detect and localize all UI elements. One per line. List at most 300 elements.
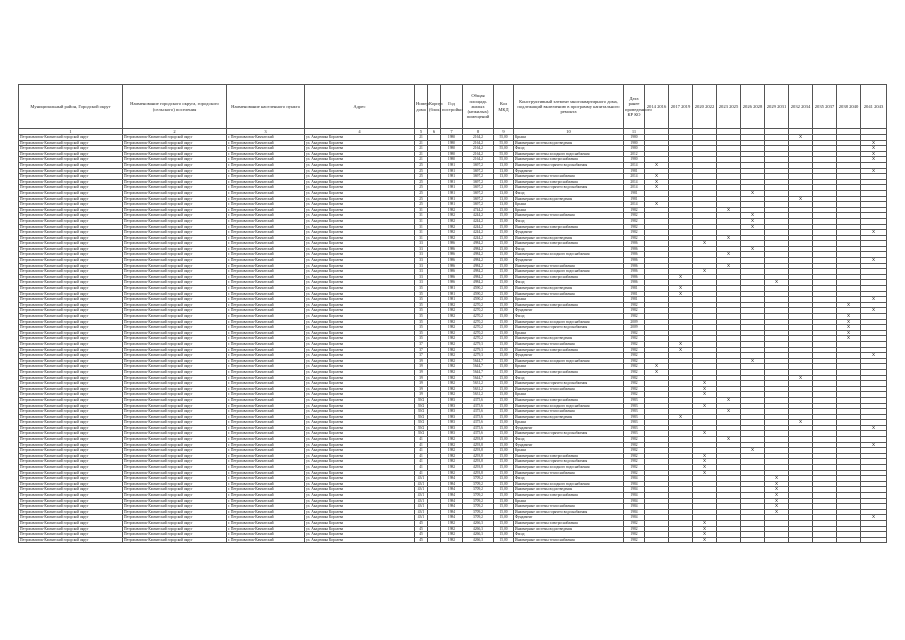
district-cell: Петропавловск-Камчатский городской округ [19, 470, 123, 476]
element-cell: Инженерные системы холодного водоснабжения [514, 269, 624, 275]
area-cell: 4984,2 [463, 258, 494, 264]
locality-cell: г. Петропавловск-Камчатский [227, 515, 305, 521]
element-cell: Инженерные системы горячего водоснабжения [514, 459, 624, 465]
area-cell: 3709,2 [463, 487, 494, 493]
settlement-cell: Петропавловск-Камчатский городской округ [123, 330, 227, 336]
settlement-cell: Петропавловск-Камчатский городской округ [123, 325, 227, 331]
house-number-cell: 31 [415, 207, 428, 213]
period-cell: X [717, 397, 741, 403]
column-header: Корпус (блок) [428, 85, 441, 129]
area-cell: 2164,2 [463, 135, 494, 141]
house-number-cell: 39 [415, 364, 428, 370]
repair-date-cell: 1980 [624, 135, 645, 141]
period-cell: X [789, 135, 813, 141]
period-cell: X [789, 196, 813, 202]
column-header: 2035 2037 [813, 85, 837, 129]
settlement-cell: Петропавловск-Камчатский городской округ [123, 353, 227, 359]
element-cell: Инженерные системы горячего водоснабжения [514, 185, 624, 191]
locality-cell: г. Петропавловск-Камчатский [227, 252, 305, 258]
house-number-cell: 43/1 [415, 504, 428, 510]
element-cell: Крыша [514, 364, 624, 370]
count-cell: 13,00 [494, 185, 514, 191]
settlement-cell: Петропавловск-Камчатский городской округ [123, 336, 227, 342]
address-cell: ул. Академика Королева [305, 409, 415, 415]
locality-cell: г. Петропавловск-Камчатский [227, 258, 305, 264]
area-cell: 3709,2 [463, 504, 494, 510]
house-number-cell: 31 [415, 224, 428, 230]
address-cell: ул. Академика Королева [305, 168, 415, 174]
period-cell: X [669, 286, 693, 292]
count-cell: 15,00 [494, 532, 514, 538]
element-cell: Фасад [514, 280, 624, 286]
address-cell: ул. Академика Королева [305, 308, 415, 314]
area-cell: 3709,2 [463, 498, 494, 504]
count-cell: 15,00 [494, 465, 514, 471]
locality-cell: г. Петропавловск-Камчатский [227, 509, 305, 515]
district-cell: Петропавловск-Камчатский городской округ [19, 537, 123, 543]
year-cell: 1984 [441, 509, 463, 515]
count-cell: 55,00 [494, 151, 514, 157]
area-cell: 4266,3 [463, 537, 494, 543]
period-cell: X [645, 162, 669, 168]
house-number-cell: 39/2 [415, 397, 428, 403]
settlement-cell: Петропавловск-Камчатский городской округ [123, 140, 227, 146]
period-cell: X [645, 179, 669, 185]
period-cell: X [861, 308, 887, 314]
period-cell: X [741, 224, 765, 230]
count-cell: 15,00 [494, 420, 514, 426]
locality-cell: г. Петропавловск-Камчатский [227, 319, 305, 325]
count-cell: 15,00 [494, 218, 514, 224]
repair-date-cell: 1983 [624, 420, 645, 426]
address-cell: ул. Академика Королева [305, 207, 415, 213]
area-cell: 2164,2 [463, 146, 494, 152]
locality-cell: г. Петропавловск-Камчатский [227, 162, 305, 168]
period-cell: X [861, 442, 887, 448]
settlement-cell: Петропавловск-Камчатский городской округ [123, 179, 227, 185]
period-cell: X [765, 280, 789, 286]
period-cell: X [861, 353, 887, 359]
settlement-cell: Петропавловск-Камчатский городской округ [123, 453, 227, 459]
settlement-cell: Петропавловск-Камчатский городской округ [123, 476, 227, 482]
count-cell: 15,00 [494, 459, 514, 465]
element-cell: Инженерные системы холодного водоснабжения [514, 151, 624, 157]
house-number-cell: 43/1 [415, 487, 428, 493]
address-cell: ул. Академика Королева [305, 476, 415, 482]
district-cell: Петропавловск-Камчатский городской округ [19, 269, 123, 275]
repair-date-cell: 1982 [624, 437, 645, 443]
address-cell: ул. Академика Королева [305, 314, 415, 320]
locality-cell: г. Петропавловск-Камчатский [227, 263, 305, 269]
district-cell: Петропавловск-Камчатский городской округ [19, 386, 123, 392]
repair-date-cell: 1982 [624, 358, 645, 364]
repair-date-cell: 1982 [624, 442, 645, 448]
count-cell: 15,00 [494, 347, 514, 353]
district-cell: Петропавловск-Камчатский городской округ [19, 319, 123, 325]
element-cell: Фасад [514, 437, 624, 443]
area-cell: 3697,2 [463, 162, 494, 168]
block-cell [428, 537, 441, 543]
house-number-cell: 33 [415, 280, 428, 286]
settlement-cell: Петропавловск-Камчатский городской округ [123, 509, 227, 515]
count-cell: 15,00 [494, 341, 514, 347]
period-cell: X [717, 263, 741, 269]
count-cell: 15,00 [494, 308, 514, 314]
district-cell: Петропавловск-Камчатский городской округ [19, 448, 123, 454]
house-number-cell: 25 [415, 179, 428, 185]
area-cell: 5644,7 [463, 358, 494, 364]
area-cell: 5631,2 [463, 381, 494, 387]
settlement-cell: Петропавловск-Камчатский городской округ [123, 369, 227, 375]
address-cell: ул. Академика Королева [305, 537, 415, 543]
district-cell: Петропавловск-Камчатский городской округ [19, 493, 123, 499]
repair-date-cell: 1986 [624, 258, 645, 264]
settlement-cell: Петропавловск-Камчатский городской округ [123, 297, 227, 303]
element-cell: Фундамент [514, 258, 624, 264]
settlement-cell: Петропавловск-Камчатский городской округ [123, 224, 227, 230]
address-cell: ул. Академика Королева [305, 353, 415, 359]
repair-date-cell: 1982 [624, 532, 645, 538]
period-cell: X [645, 202, 669, 208]
year-cell: 1982 [441, 537, 463, 543]
repair-date-cell: 1986 [624, 241, 645, 247]
year-cell: 1982 [441, 224, 463, 230]
element-cell: Инженерные системы горячего водоснабжения [514, 162, 624, 168]
element-cell: Фундамент [514, 168, 624, 174]
district-cell: Петропавловск-Камчатский городской округ [19, 498, 123, 504]
settlement-cell: Петропавловск-Камчатский городской округ [123, 314, 227, 320]
district-cell: Петропавловск-Камчатский городской округ [19, 397, 123, 403]
year-cell: 1982 [441, 336, 463, 342]
district-cell: Петропавловск-Камчатский городской округ [19, 190, 123, 196]
district-cell: Петропавловск-Камчатский городской округ [19, 151, 123, 157]
period-cell [861, 537, 887, 543]
count-cell: 15,00 [494, 336, 514, 342]
year-cell: 1986 [441, 252, 463, 258]
year-cell: 1982 [441, 442, 463, 448]
district-cell: Петропавловск-Камчатский городской округ [19, 174, 123, 180]
district-cell: Петропавловск-Камчатский городской округ [19, 409, 123, 415]
locality-cell: г. Петропавловск-Камчатский [227, 353, 305, 359]
district-cell: Петропавловск-Камчатский городской округ [19, 207, 123, 213]
house-number-cell: 21 [415, 151, 428, 157]
element-cell: Фасад [514, 190, 624, 196]
settlement-cell: Петропавловск-Камчатский городской округ [123, 425, 227, 431]
address-cell: ул. Академика Королева [305, 230, 415, 236]
address-cell: ул. Академика Королева [305, 319, 415, 325]
locality-cell: г. Петропавловск-Камчатский [227, 157, 305, 163]
area-cell: 4270,2 [463, 308, 494, 314]
period-cell: X [717, 235, 741, 241]
period-cell: X [765, 504, 789, 510]
district-cell: Петропавловск-Камчатский городской округ [19, 224, 123, 230]
count-cell: 15,00 [494, 375, 514, 381]
house-number-cell: 35 [415, 308, 428, 314]
address-cell: ул. Академика Королева [305, 437, 415, 443]
count-cell: 13,00 [494, 168, 514, 174]
address-cell: ул. Академика Королева [305, 470, 415, 476]
repair-date-cell: 2012 [624, 151, 645, 157]
address-cell: ул. Академика Королева [305, 369, 415, 375]
area-cell: 3697,2 [463, 168, 494, 174]
settlement-cell: Петропавловск-Камчатский городской округ [123, 246, 227, 252]
period-cell: X [669, 347, 693, 353]
count-cell: 13,00 [494, 190, 514, 196]
settlement-cell: Петропавловск-Камчатский городской округ [123, 207, 227, 213]
district-cell: Петропавловск-Камчатский городской округ [19, 330, 123, 336]
area-cell: 5631,2 [463, 386, 494, 392]
element-cell: Инженерные системы водоотведения [514, 526, 624, 532]
area-cell: 4244,2 [463, 235, 494, 241]
settlement-cell: Петропавловск-Камчатский городской округ [123, 493, 227, 499]
repair-date-cell: 1986 [624, 280, 645, 286]
area-cell: 4590,2 [463, 291, 494, 297]
locality-cell: г. Петропавловск-Камчатский [227, 386, 305, 392]
house-number-cell: 25 [415, 174, 428, 180]
district-cell: Петропавловск-Камчатский городской округ [19, 213, 123, 219]
period-cell: X [693, 470, 717, 476]
house-number-cell: 39/2 [415, 420, 428, 426]
locality-cell: г. Петропавловск-Камчатский [227, 291, 305, 297]
element-cell: Инженерные системы теплоснабжения [514, 263, 624, 269]
table-row [19, 537, 887, 543]
address-cell: ул. Академика Королева [305, 185, 415, 191]
repair-date-cell: 1986 [624, 263, 645, 269]
house-number-cell: 37 [415, 353, 428, 359]
settlement-cell: Петропавловск-Камчатский городской округ [123, 174, 227, 180]
count-cell: 13,00 [494, 202, 514, 208]
district-cell: Петропавловск-Камчатский городской округ [19, 302, 123, 308]
settlement-cell: Петропавловск-Камчатский городской округ [123, 308, 227, 314]
period-cell [669, 537, 693, 543]
locality-cell: г. Петропавловск-Камчатский [227, 442, 305, 448]
house-number-cell: 25 [415, 196, 428, 202]
repair-date-cell: 1982 [624, 465, 645, 471]
period-cell: X [861, 157, 887, 163]
district-cell: Петропавловск-Камчатский городской округ [19, 403, 123, 409]
period-cell: X [861, 230, 887, 236]
element-cell: Инженерные системы холодного водоснабжения [514, 319, 624, 325]
repair-date-cell: 1984 [624, 498, 645, 504]
locality-cell: г. Петропавловск-Камчатский [227, 235, 305, 241]
area-cell: 2164,2 [463, 157, 494, 163]
settlement-cell: Петропавловск-Камчатский городской округ [123, 235, 227, 241]
count-cell: 15,00 [494, 431, 514, 437]
period-cell [813, 537, 837, 543]
locality-cell: г. Петропавловск-Камчатский [227, 498, 305, 504]
column-header: Номер дома [415, 85, 428, 129]
count-cell: 15,00 [494, 325, 514, 331]
element-cell: Крыша [514, 202, 624, 208]
element-cell: Фундамент [514, 442, 624, 448]
year-cell: 1982 [441, 392, 463, 398]
period-cell: X [741, 448, 765, 454]
count-cell: 15,00 [494, 453, 514, 459]
area-cell: 4270,2 [463, 336, 494, 342]
address-cell: ул. Академика Королева [305, 504, 415, 510]
year-cell: 1983 [441, 420, 463, 426]
table-header-row [19, 85, 887, 129]
count-cell: 15,00 [494, 526, 514, 532]
period-cell: X [861, 258, 887, 264]
repair-date-cell: 1986 [624, 274, 645, 280]
locality-cell: г. Петропавловск-Камчатский [227, 470, 305, 476]
year-cell: 1982 [441, 341, 463, 347]
count-cell: 15,00 [494, 235, 514, 241]
period-cell: X [837, 319, 861, 325]
period-cell [717, 537, 741, 543]
address-cell: ул. Академика Королева [305, 291, 415, 297]
locality-cell: г. Петропавловск-Камчатский [227, 280, 305, 286]
repair-date-cell: 1982 [624, 314, 645, 320]
address-cell: ул. Академика Королева [305, 397, 415, 403]
period-cell: X [669, 414, 693, 420]
area-cell: 2164,2 [463, 151, 494, 157]
repair-date-cell: 1982 [624, 526, 645, 532]
house-number-cell: 43/1 [415, 493, 428, 499]
element-cell: Инженерные системы теплоснабжения [514, 386, 624, 392]
column-number: 11 [624, 129, 645, 135]
settlement-cell: Петропавловск-Камчатский городской округ [123, 409, 227, 415]
count-cell: 15,00 [494, 448, 514, 454]
settlement-cell: Петропавловск-Камчатский городской округ [123, 465, 227, 471]
repair-date-cell: 1982 [624, 364, 645, 370]
settlement-cell: Петропавловск-Камчатский городской округ [123, 459, 227, 465]
address-cell: ул. Академика Королева [305, 151, 415, 157]
repair-date-cell: 1982 [624, 537, 645, 543]
settlement-cell: Петропавловск-Камчатский городской округ [123, 291, 227, 297]
repair-date-cell: 1982 [624, 308, 645, 314]
house-number-cell: 35 [415, 286, 428, 292]
element-cell: Инженерные системы водоотведения [514, 235, 624, 241]
repair-date-cell: 1982 [624, 302, 645, 308]
year-cell: 1981 [441, 162, 463, 168]
year-cell: 1982 [441, 213, 463, 219]
settlement-cell: Петропавловск-Камчатский городской округ [123, 202, 227, 208]
period-cell: X [861, 140, 887, 146]
year-cell: 1980 [441, 146, 463, 152]
element-cell: Крыша [514, 135, 624, 141]
period-cell: X [693, 537, 717, 543]
district-cell: Петропавловск-Камчатский городской округ [19, 179, 123, 185]
area-cell: 4984,2 [463, 263, 494, 269]
period-cell: X [693, 241, 717, 247]
district-cell: Петропавловск-Камчатский городской округ [19, 291, 123, 297]
count-cell: 15,00 [494, 314, 514, 320]
locality-cell: г. Петропавловск-Камчатский [227, 414, 305, 420]
repair-date-cell: 1984 [624, 487, 645, 493]
element-cell: Инженерные системы теплоснабжения [514, 470, 624, 476]
district-cell: Петропавловск-Камчатский городской округ [19, 532, 123, 538]
district-cell: Петропавловск-Камчатский городской округ [19, 381, 123, 387]
column-number: 1 [19, 129, 123, 135]
area-cell: 4266,3 [463, 526, 494, 532]
element-cell: Крыша [514, 330, 624, 336]
house-number-cell: 39 [415, 386, 428, 392]
count-cell: 15,00 [494, 414, 514, 420]
element-cell: Инженерные системы водоотведения [514, 487, 624, 493]
address-cell: ул. Академика Королева [305, 190, 415, 196]
house-number-cell: 35 [415, 314, 428, 320]
element-cell: Крыша [514, 498, 624, 504]
area-cell: 4375,6 [463, 425, 494, 431]
locality-cell: г. Петропавловск-Камчатский [227, 179, 305, 185]
area-cell: 4375,6 [463, 409, 494, 415]
area-cell: 2164,2 [463, 140, 494, 146]
count-cell: 15,00 [494, 291, 514, 297]
element-cell: Инженерные системы теплоснабжения [514, 291, 624, 297]
district-cell: Петропавловск-Камчатский городской округ [19, 425, 123, 431]
settlement-cell: Петропавловск-Камчатский городской округ [123, 431, 227, 437]
locality-cell: г. Петропавловск-Камчатский [227, 218, 305, 224]
address-cell: ул. Академика Королева [305, 459, 415, 465]
settlement-cell: Петропавловск-Камчатский городской округ [123, 269, 227, 275]
period-cell: X [861, 146, 887, 152]
house-number-cell: 35 [415, 325, 428, 331]
locality-cell: г. Петропавловск-Камчатский [227, 246, 305, 252]
address-cell: ул. Академика Королева [305, 520, 415, 526]
repair-date-cell: 1983 [624, 425, 645, 431]
address-cell: ул. Академика Королева [305, 381, 415, 387]
address-cell: ул. Академика Королева [305, 330, 415, 336]
area-cell: 3697,2 [463, 179, 494, 185]
element-cell: Инженерные системы горячего водоснабжения [514, 431, 624, 437]
locality-cell: г. Петропавловск-Камчатский [227, 476, 305, 482]
repair-date-cell: 1984 [624, 476, 645, 482]
repair-date-cell: 1984 [624, 493, 645, 499]
area-cell: 3697,2 [463, 190, 494, 196]
district-cell: Петропавловск-Камчатский городской округ [19, 168, 123, 174]
column-number: 3 [227, 129, 305, 135]
locality-cell: г. Петропавловск-Камчатский [227, 520, 305, 526]
locality-cell: г. Петропавловск-Камчатский [227, 481, 305, 487]
repair-date-cell: 1981 [624, 297, 645, 303]
year-cell: 1982 [441, 207, 463, 213]
count-cell: 15,00 [494, 515, 514, 521]
element-cell: Инженерные системы теплоснабжения [514, 504, 624, 510]
count-cell: 15,00 [494, 493, 514, 499]
repair-date-cell: 1982 [624, 386, 645, 392]
count-cell: 15,00 [494, 392, 514, 398]
area-cell: 4293,8 [463, 442, 494, 448]
repair-date-cell: 1982 [624, 520, 645, 526]
area-cell: 4375,6 [463, 403, 494, 409]
area-cell: 4375,6 [463, 431, 494, 437]
house-number-cell: 39 [415, 369, 428, 375]
period-cell: X [693, 381, 717, 387]
year-cell: 1982 [441, 386, 463, 392]
area-cell: 4279,3 [463, 353, 494, 359]
district-cell: Петропавловск-Камчатский городской округ [19, 515, 123, 521]
period-cell: X [837, 314, 861, 320]
settlement-cell: Петропавловск-Камчатский городской округ [123, 481, 227, 487]
year-cell: 1981 [441, 286, 463, 292]
locality-cell: г. Петропавловск-Камчатский [227, 302, 305, 308]
address-cell: ул. Академика Королева [305, 218, 415, 224]
repair-date-cell: 1982 [624, 218, 645, 224]
address-cell: ул. Академика Королева [305, 224, 415, 230]
period-cell: X [645, 185, 669, 191]
year-cell: 1983 [441, 397, 463, 403]
locality-cell: г. Петропавловск-Камчатский [227, 369, 305, 375]
count-cell: 15,00 [494, 504, 514, 510]
year-cell: 1984 [441, 504, 463, 510]
district-cell: Петропавловск-Камчатский городской округ [19, 437, 123, 443]
area-cell: 4270,2 [463, 325, 494, 331]
repair-date-cell: 1982 [624, 224, 645, 230]
settlement-cell: Петропавловск-Камчатский городской округ [123, 532, 227, 538]
house-number-cell: 21 [415, 135, 428, 141]
